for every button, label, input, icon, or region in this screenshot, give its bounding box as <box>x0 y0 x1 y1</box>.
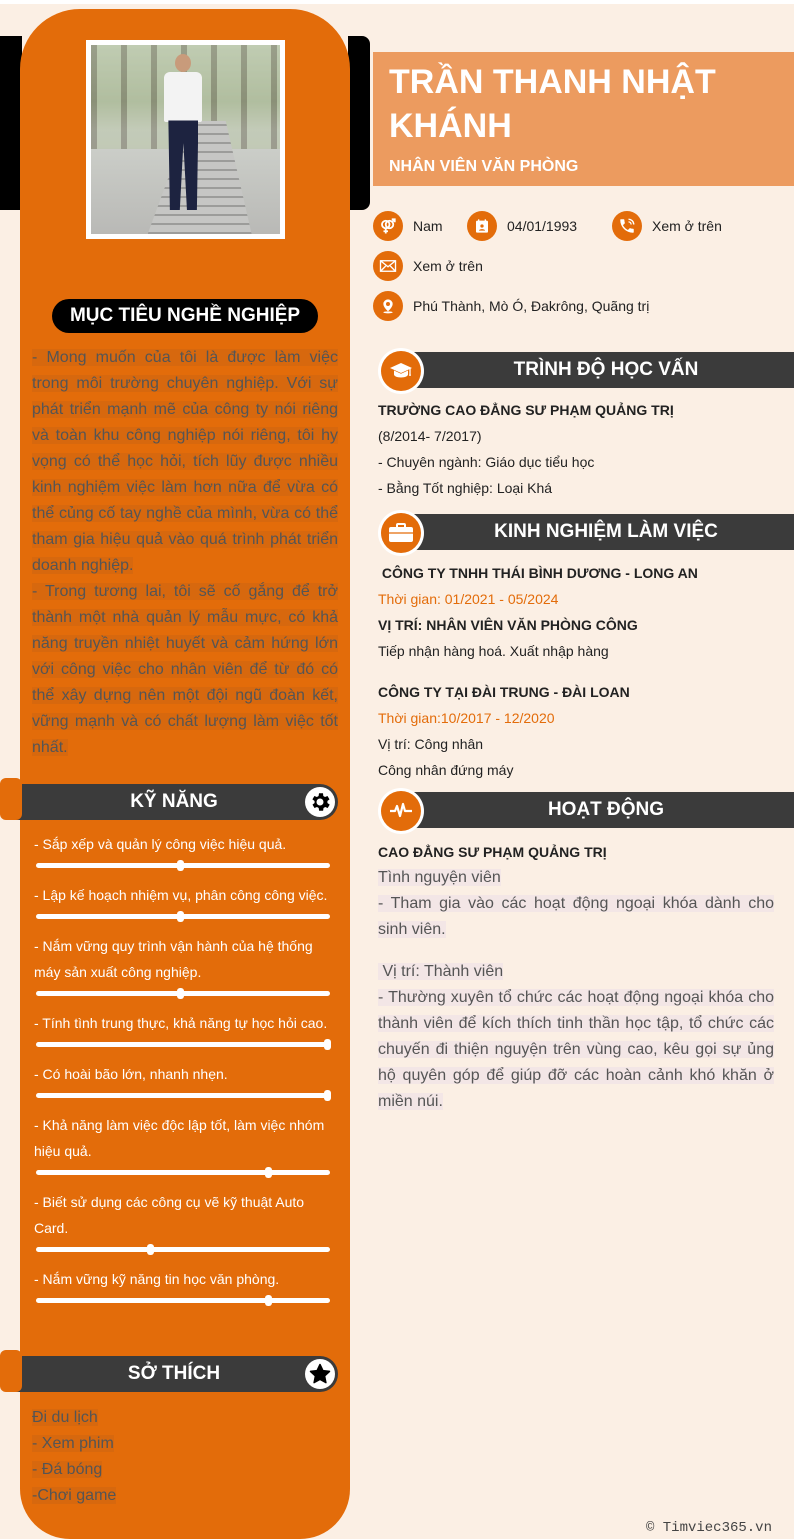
objective-text <box>32 345 338 761</box>
hobbies-list <box>32 1405 116 1509</box>
skill-level-bar <box>36 1247 330 1252</box>
contact-address: Phú Thành, Mò Ó, Đakrông, Quãng trị <box>373 291 649 321</box>
experience-title: KINH NGHIỆM LÀM VIỆC <box>494 521 718 542</box>
activities-header <box>378 790 794 828</box>
job-entry <box>378 560 774 664</box>
education-header <box>378 350 794 388</box>
gear-icon <box>305 787 335 817</box>
mail-icon <box>373 251 403 281</box>
activity-description: - Thường xuyên tổ chức các hoạt động ngoại khóa cho thành viên để kích thích tinh thần học tập, tổ chức các chuyến đi thiện nguyện trên vùng cao, kêu gọi sự ủng hộ quyên góp để giúp đỡ các hoàn cảnh khó khăn ở miền núi. <box>378 989 774 1110</box>
location-icon <box>373 291 403 321</box>
objective-paragraph: - Trong tương lai, tôi sẽ cố gắng để trở thành một nhà quản lý mẫu mực, có khả năng truyền nhiệt huyết và cảm hứng lớn với công việc cho nhân viên để từ đó có thể xây dựng nên một đội ngũ đoàn kết, vững mạnh và có chất lượng làm việc tốt nhất. <box>32 583 338 756</box>
hobby-item: - Đá bóng <box>32 1461 103 1478</box>
activity-organization: CAO ĐẲNG SƯ PHẠM QUẢNG TRỊ <box>378 844 607 860</box>
education-period: (8/2014- 7/2017) <box>378 428 482 444</box>
graduation-cap-icon <box>381 351 421 391</box>
decorative-bar-middle <box>348 36 370 210</box>
name-header <box>373 52 794 186</box>
phone-icon <box>612 211 642 241</box>
education-degree: - Bằng Tốt nghiệp: Loại Khá <box>378 480 553 496</box>
skill-level-bar <box>36 914 330 919</box>
skill-level-bar <box>36 1042 330 1047</box>
job-position: VỊ TRÍ: NHÂN VIÊN VĂN PHÒNG CÔNG <box>378 617 638 633</box>
skill-item: - Khả năng làm việc độc lập tốt, làm việc nhóm hiệu quả. <box>34 1112 334 1175</box>
activity-role: Tình nguyện viên <box>378 869 501 886</box>
star-icon <box>305 1359 335 1389</box>
objective-title: MỤC TIÊU NGHỀ NGHIỆP <box>52 299 318 333</box>
hobby-item: Đi du lịch <box>32 1409 98 1426</box>
job-description: Công nhân đứng máy <box>378 762 514 778</box>
briefcase-icon <box>381 513 421 553</box>
experience-header <box>378 512 794 550</box>
skill-item: - Nắm vững quy trình vận hành của hệ thống máy sản xuất công nghiệp. <box>34 933 334 996</box>
sidebar <box>20 9 350 1539</box>
activities-content <box>378 839 774 1115</box>
skills-header <box>10 784 338 820</box>
job-company: CÔNG TY TNHH THÁI BÌNH DƯƠNG - LONG AN <box>378 565 698 581</box>
contact-email: Xem ở trên <box>373 251 483 281</box>
job-time: Thời gian:10/2017 - 12/2020 <box>378 710 555 726</box>
copyright-footer: © Timviec365.vn <box>645 1520 772 1536</box>
contact-gender: Nam <box>373 211 443 241</box>
skills-title: KỸ NĂNG <box>130 791 218 812</box>
skill-item: - Lập kế hoạch nhiệm vụ, phân công công việc. <box>34 882 334 919</box>
activity-pulse-icon <box>381 791 421 831</box>
contact-birthday: 04/01/1993 <box>467 211 577 241</box>
experience-content <box>378 560 774 783</box>
hobbies-header <box>10 1356 338 1392</box>
cv-page <box>0 4 794 1539</box>
calendar-icon <box>467 211 497 241</box>
school-name: TRƯỜNG CAO ĐẲNG SƯ PHẠM QUẢNG TRỊ <box>378 402 674 418</box>
contact-phone: Xem ở trên <box>612 211 722 241</box>
job-entry <box>378 679 774 783</box>
skills-list <box>34 831 334 1317</box>
profile-photo <box>86 40 285 239</box>
hobby-item: -Chơi game <box>32 1487 117 1504</box>
activities-title: HOẠT ĐỘNG <box>547 799 665 820</box>
candidate-name: TRẦN THANH NHẬT KHÁNH <box>389 63 716 145</box>
skill-item: - Có hoài bão lớn, nhanh nhẹn. <box>34 1061 334 1098</box>
job-time: Thời gian: 01/2021 - 05/2024 <box>378 591 559 607</box>
education-content <box>378 397 774 501</box>
hobby-item: - Xem phim <box>32 1435 114 1452</box>
education-major: - Chuyên ngành: Giáo dục tiểu học <box>378 454 595 470</box>
activity-description: - Tham gia vào các hoạt động ngoại khóa dành cho sinh viên. <box>378 895 774 938</box>
job-company: CÔNG TY TẠI ĐÀI TRUNG - ĐÀI LOAN <box>378 684 630 700</box>
skill-item: - Biết sử dụng các công cụ vẽ kỹ thuật Auto Card. <box>34 1189 334 1252</box>
job-description: Tiếp nhận hàng hoá. Xuất nhập hàng <box>378 643 609 659</box>
skill-item: - Tính tình trung thực, khả năng tự học hỏi cao. <box>34 1010 334 1047</box>
skill-level-bar <box>36 1298 330 1303</box>
objective-paragraph: - Mong muốn của tôi là được làm việc trong môi trường chuyên nghiệp. Với sự phát triển mạnh mẽ của công ty nói riêng và toàn khu công nghiệp nói riêng, tôi hy vọng có thể học hỏi, tích lũy được nhiều kinh nghiệm việc làm hơn nữa để vừa có thể củng cố tay nghề của mình, vừa có thể tham gia hiệu quả vào quá trình phát triển doanh nghiệp. <box>32 349 338 574</box>
skill-level-bar <box>36 991 330 996</box>
skill-level-bar <box>36 1170 330 1175</box>
skill-item: - Sắp xếp và quản lý công việc hiệu quả. <box>34 831 334 868</box>
hobbies-title: SỞ THÍCH <box>127 1363 221 1384</box>
activity-role: Vị trí: Thành viên <box>378 963 504 980</box>
skill-level-bar <box>36 1093 330 1098</box>
education-title: TRÌNH ĐỘ HỌC VẤN <box>513 359 699 380</box>
decorative-bar-left <box>0 36 22 210</box>
job-position: Vị trí: Công nhân <box>378 736 484 752</box>
skill-level-bar <box>36 863 330 868</box>
skill-item: - Nắm vững kỹ năng tin học văn phòng. <box>34 1266 334 1303</box>
gender-icon <box>373 211 403 241</box>
job-title: NHÂN VIÊN VĂN PHÒNG <box>389 158 579 175</box>
